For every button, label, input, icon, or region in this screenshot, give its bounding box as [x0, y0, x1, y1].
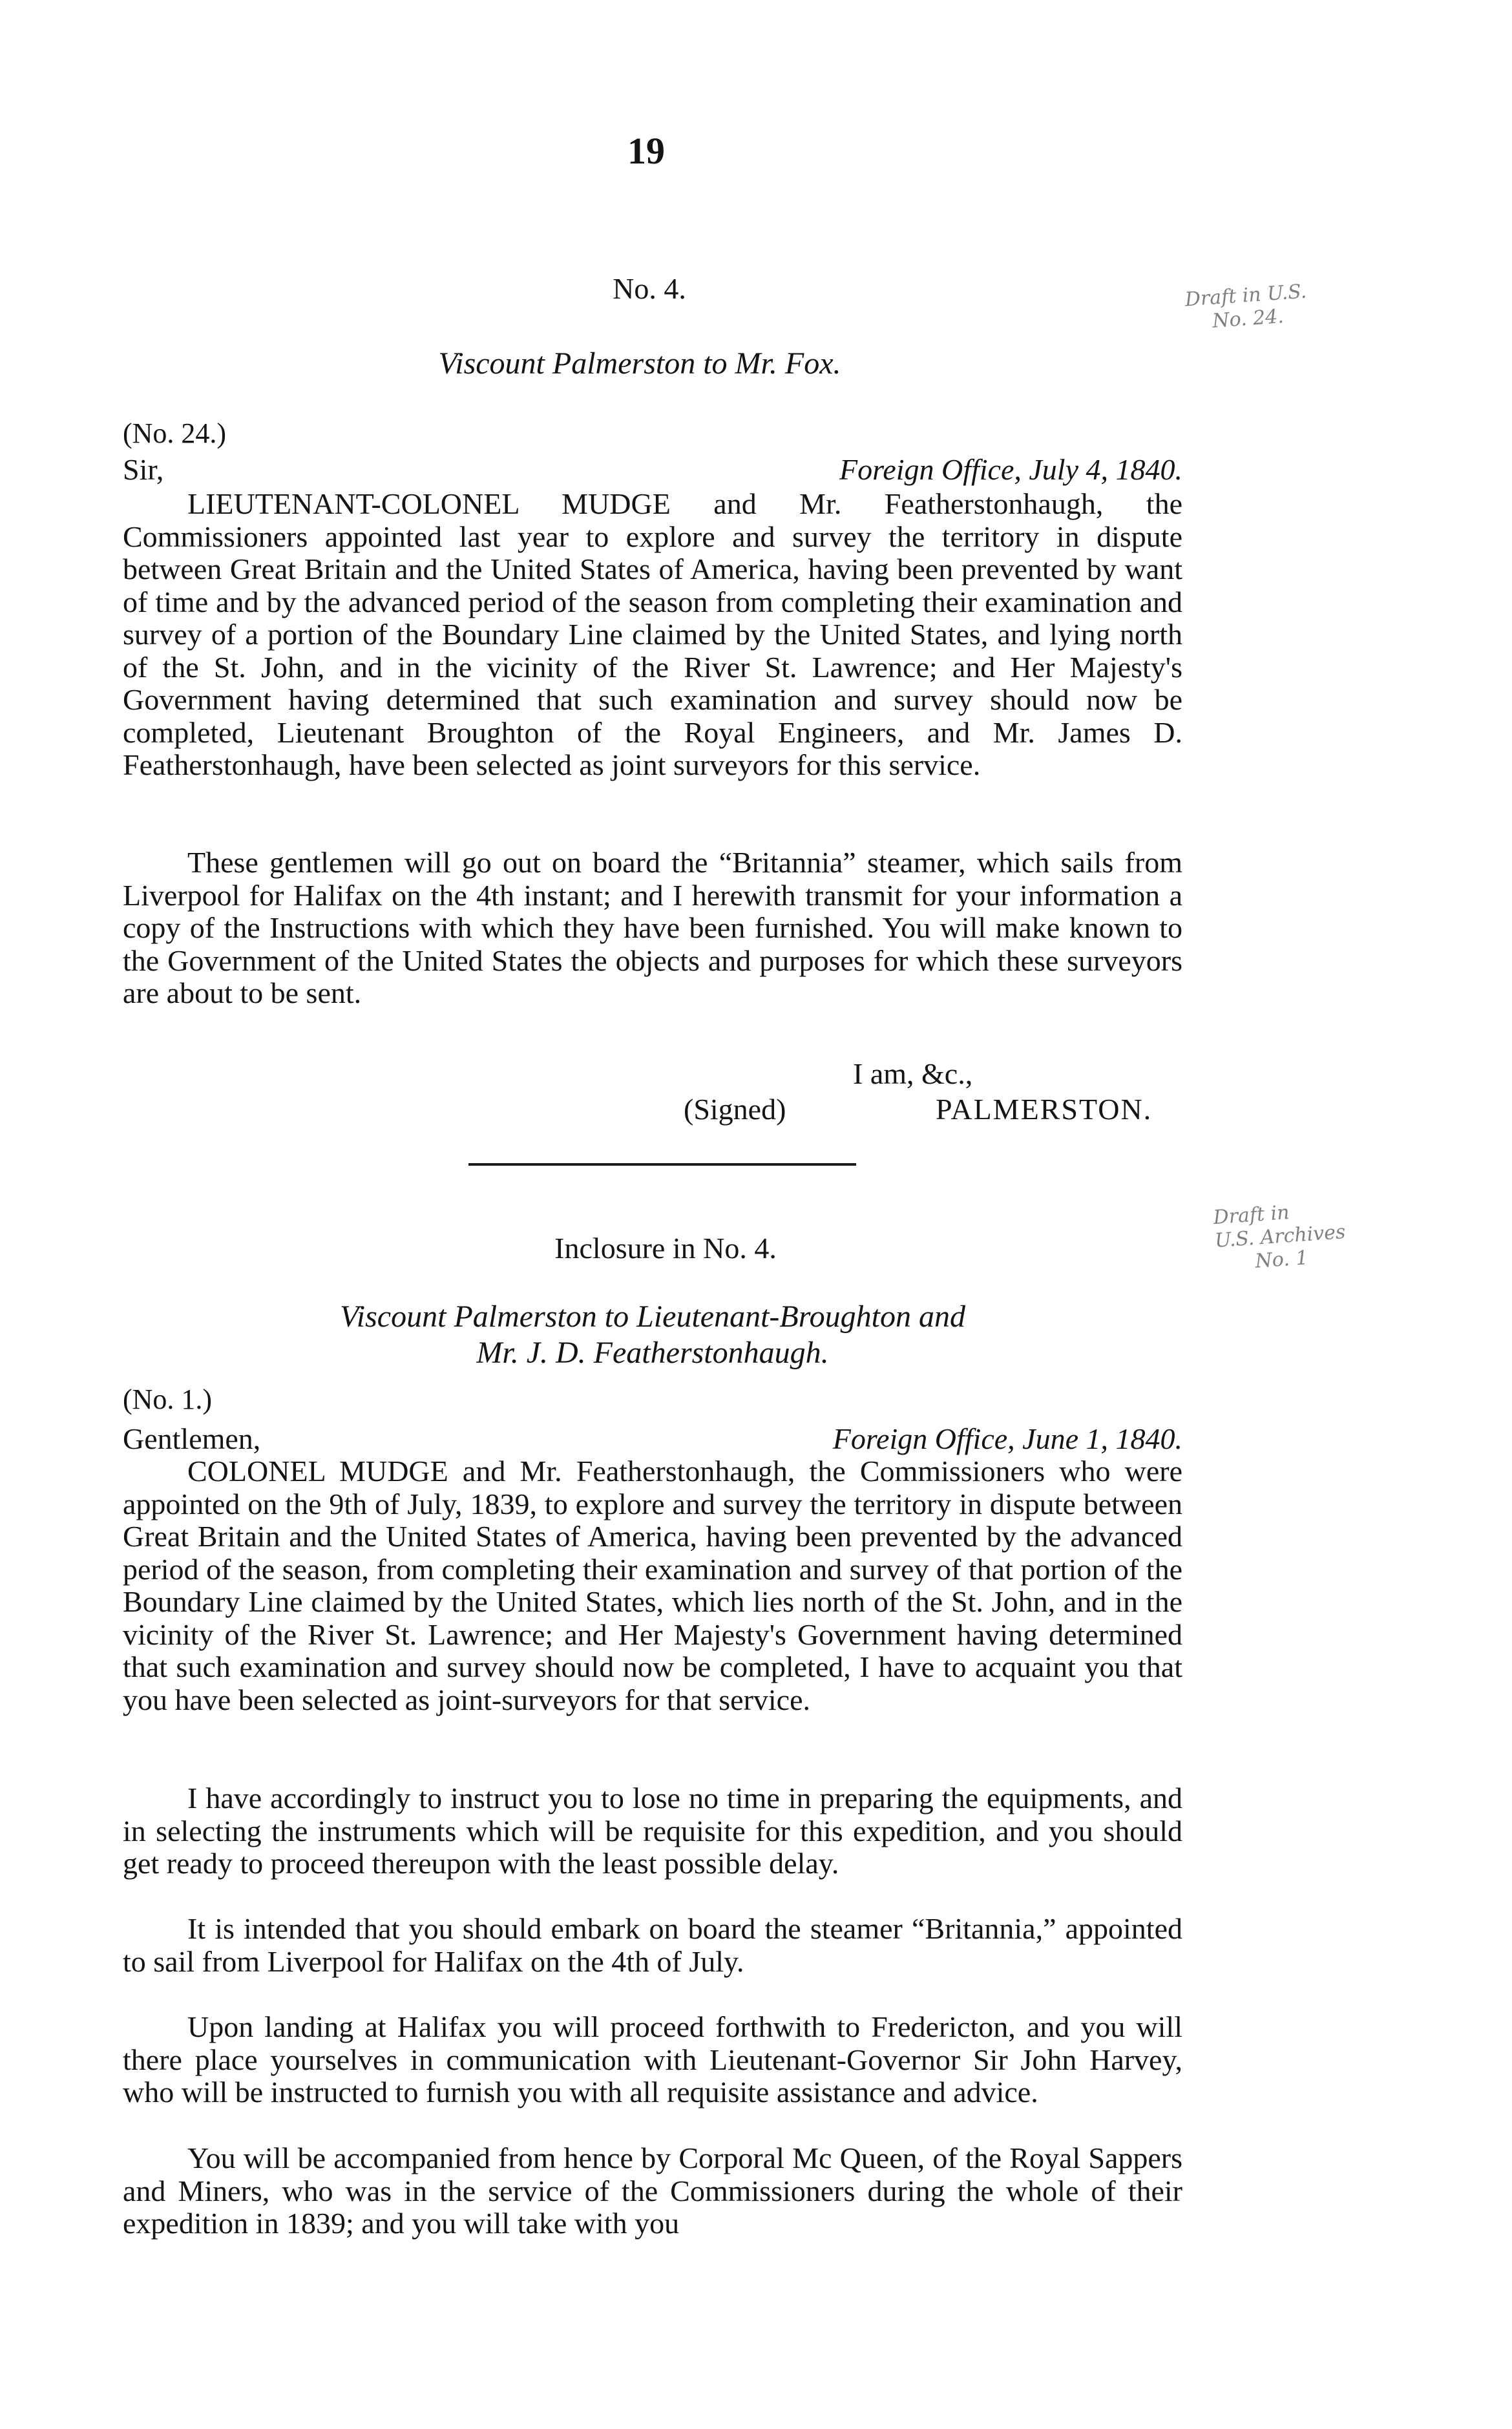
- reference-number: (No. 24.): [123, 417, 227, 449]
- place: Foreign Office,: [839, 453, 1022, 486]
- annotation-line: U.S. Archives: [1213, 1220, 1347, 1253]
- enclosure-reference-number: (No. 1.): [123, 1383, 213, 1415]
- section-divider: [468, 1163, 856, 1166]
- letter-paragraph: LIEUTENANT-COLONEL MUDGE and Mr. Featherstonhaugh, the Commissioners appointed last year to explore and survey the territory in dispute between Great Britain and the United States of America, having been prevented by want of time and by the advanced period of the season from completing their examination and survey of a portion of the Boundary Line claimed by the United States, and lying north of the St. John, and in the vicinity of the River St. Lawrence; and Her Majesty's Government having determined that such examination and survey should now be completed, Lieutenant Broughton of the Royal Engineers, and Mr. James D. Featherstonhaugh, have been selected as joint surveyors for this service.: [123, 487, 1182, 781]
- enclosure-paragraph: Upon landing at Halifax you will proceed forthwith to Fredericton, and you will there place yourselves in communication with Lieutenant-Governor Sir John Harvey, who will be instructed to furnish you with all requisite assistance and advice.: [123, 2010, 1182, 2108]
- signed-label: (Signed): [684, 1093, 786, 1126]
- annotation-line: No. 1: [1254, 1246, 1309, 1273]
- signature: PALMERSTON.: [936, 1093, 1153, 1126]
- enclosure-salutation: Gentlemen,: [123, 1422, 261, 1455]
- date: June 1, 1840.: [1022, 1422, 1182, 1455]
- document-title: Viscount Palmerston to Mr. Fox.: [438, 346, 841, 381]
- letter-paragraph: These gentlemen will go out on board the “Britannia” steamer, which sails from Liverpool for Halifax on the 4th instant; and I herewith transmit for your information a copy of the Instructions with which they have been furnished. You will make known to the Government of the United States the objects and purposes for which these surveyors are about to be sent.: [123, 846, 1182, 1009]
- date: July 4, 1840.: [1029, 453, 1182, 486]
- enclosure-paragraph: You will be accompanied from hence by Corporal Mc Queen, of the Royal Sappers and Miners, who was in the service of the Commissioners during the whole of their expedition in 1839; and you will take with you: [123, 2141, 1182, 2240]
- page-number: 19: [627, 130, 665, 172]
- enclosure-title-line: Mr. J. D. Featherstonhaugh.: [476, 1336, 829, 1370]
- enclosure-heading: Inclosure in No. 4.: [554, 1232, 777, 1265]
- enclosure-paragraph: I have accordingly to instruct you to lose no time in preparing the equipments, and in selecting the instruments which will be requisite for this expedition, and you should get ready to proceed thereupon with the least possible delay.: [123, 1782, 1182, 1880]
- enclosure-paragraph: COLONEL MUDGE and Mr. Featherstonhaugh, the Commissioners who were appointed on the 9th of July, 1839, to explore and survey the territory in dispute between Great Britain and the United States of America, having been prevented by the advanced period of the season, from completing their examination and survey of that portion of the Boundary Line claimed by the United States, which lies north of the St. John, and in the vicinity of the River St. Lawrence; and Her Majesty's Government having determined that such examination and survey should now be completed, I have to acquaint you that you have been selected as joint-surveyors for that service.: [123, 1455, 1182, 1716]
- closing: I am, &c.,: [853, 1057, 973, 1090]
- place-date: [646, 452, 1182, 487]
- annotation-line: Draft in U.S.: [1184, 280, 1308, 311]
- annotation-line: No. 24.: [1212, 305, 1285, 333]
- enclosure-place-date: [646, 1422, 1182, 1456]
- enclosure-paragraph: It is intended that you should embark on board the steamer “Britannia,” appointed to sail from Liverpool for Halifax on the 4th of July.: [123, 1912, 1182, 1978]
- enclosure-title-line: Viscount Palmerston to Lieutenant-Broughton and: [340, 1299, 965, 1334]
- place: Foreign Office,: [832, 1422, 1015, 1455]
- annotation-line: Draft in: [1212, 1201, 1290, 1230]
- document-number: No. 4.: [613, 272, 686, 305]
- enclosure-title: [271, 1299, 1034, 1371]
- salutation: Sir,: [123, 453, 164, 486]
